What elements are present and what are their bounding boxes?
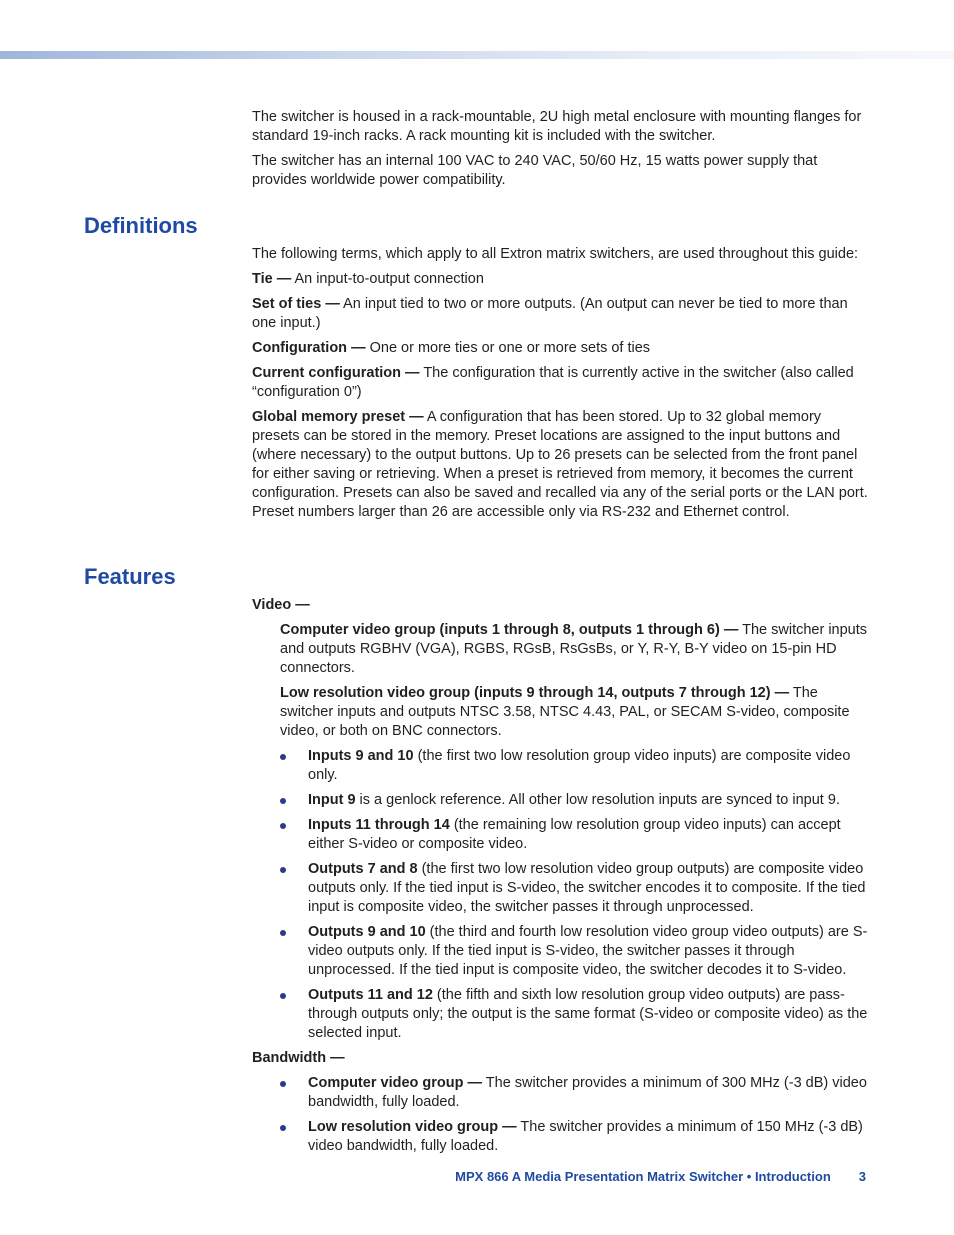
bullet-icon [280, 867, 286, 873]
definition-term: Current configuration — [252, 365, 420, 381]
definition-item [252, 339, 872, 358]
computer-video-group [280, 621, 872, 678]
feature-text: The switcher inputs and outputs RGBHV (VGA), RGBS, RGsB, RsGsBs, or Y, R-Y, B-Y video on 15-pin HD connectors. [280, 622, 868, 676]
feature-term: Low resolution video group (inputs 9 through 14, outputs 7 through 12) — [280, 685, 790, 701]
bandwidth-label: Bandwidth — [252, 1050, 345, 1066]
bullet-icon [280, 1125, 286, 1131]
bullet-icon [280, 930, 286, 936]
list-item: Input 9 is a genlock reference. All other low resolution inputs are synced to input 9. [308, 791, 872, 810]
definition-term: Global memory preset — [252, 409, 424, 425]
video-label: Video — [252, 597, 310, 613]
definition-term: Tie — [252, 271, 292, 287]
definition-text: One or more ties or one or more sets of ties [365, 340, 651, 356]
list-item: Outputs 7 and 8 (the first two low resolution video group outputs) are composite video outputs only. If the tied input is S-video, the switcher encodes it to composite. If the tied input is composite video, the switcher passes it through unprocessed. [308, 860, 872, 917]
features-section [252, 596, 872, 1162]
definition-term: Set of ties — [252, 296, 340, 312]
video-bullet-list [252, 747, 872, 1043]
lowres-video-group [280, 684, 872, 741]
bullet-icon [280, 798, 286, 804]
definition-text: An input tied to two or more outputs. (An output can never be tied to more than one input.) [252, 296, 848, 331]
list-item: Inputs 9 and 10 (the first two low resolution group video inputs) are composite video only. [308, 747, 872, 785]
page-number: 3 [858, 1169, 866, 1184]
list-item: Outputs 11 and 12 (the fifth and sixth low resolution group video outputs) are pass-through outputs only; the output is the same format (S-video or composite video) as the selected input. [308, 986, 872, 1043]
definition-text: A configuration that has been stored. Up to 32 global memory presets can be stored in the memory. Preset locations are assigned to the input buttons and (where necessary) to the output buttons. Up to 26 presets can be selected from the front panel for either saving or retrieving. When a preset is retrieved from memory, it becomes the current configuration. Presets can also be saved and recalled via any of the serial ports or the LAN port. Preset numbers larger than 26 are accessible only via RS-232 and Ethernet control. [252, 409, 868, 520]
definition-item [252, 364, 872, 402]
list-item: Outputs 9 and 10 (the third and fourth low resolution video group video outputs) are S-video outputs only. If the tied input is S-video, the switcher passes it through unprocessed. If the tied input is composite video, the switcher decodes it to S-video. [308, 923, 872, 980]
list-item: Computer video group — The switcher provides a minimum of 300 MHz (-3 dB) video bandwidth, fully loaded. [308, 1074, 872, 1112]
list-item: Inputs 11 through 14 (the remaining low resolution group video inputs) can accept either S-video or composite video. [308, 816, 872, 854]
header-bar [0, 51, 954, 59]
definition-item [252, 295, 872, 333]
bullet-icon [280, 993, 286, 999]
intro-paragraph: The switcher has an internal 100 VAC to 240 VAC, 50/60 Hz, 15 watts power supply that provides worldwide power compatibility. [252, 153, 818, 188]
definition-item [252, 408, 872, 522]
bullet-icon [280, 1081, 286, 1087]
intro-paragraph: The switcher is housed in a rack-mountable, 2U high metal enclosure with mounting flanges for standard 19-inch racks. A rack mounting kit is included with the switcher. [252, 109, 862, 144]
footer-title: MPX 866 A Media Presentation Matrix Switcher • Introduction [455, 1169, 831, 1184]
definitions-heading: Definitions [84, 213, 198, 238]
definitions-section [252, 245, 872, 528]
definition-item [252, 270, 872, 289]
list-item: Low resolution video group — The switcher provides a minimum of 150 MHz (-3 dB) video bandwidth, fully loaded. [308, 1118, 872, 1156]
feature-term: Computer video group (inputs 1 through 8, outputs 1 through 6) — [280, 622, 739, 638]
definitions-lead: The following terms, which apply to all Extron matrix switchers, are used throughout this guide: [252, 246, 859, 262]
definition-text: The configuration that is currently active in the switcher (also called “configuration 0”) [252, 365, 854, 400]
feature-text: The switcher inputs and outputs NTSC 3.58, NTSC 4.43, PAL, or SECAM S-video, composite video, or both on BNC connectors. [280, 685, 850, 739]
bullet-icon [280, 754, 286, 760]
bandwidth-bullet-list [252, 1074, 872, 1156]
intro-section [252, 108, 872, 196]
definition-text: An input-to-output connection [291, 271, 484, 287]
definition-term: Configuration — [252, 340, 366, 356]
bullet-icon [280, 823, 286, 829]
page-footer [455, 1167, 866, 1186]
features-heading: Features [84, 564, 176, 589]
